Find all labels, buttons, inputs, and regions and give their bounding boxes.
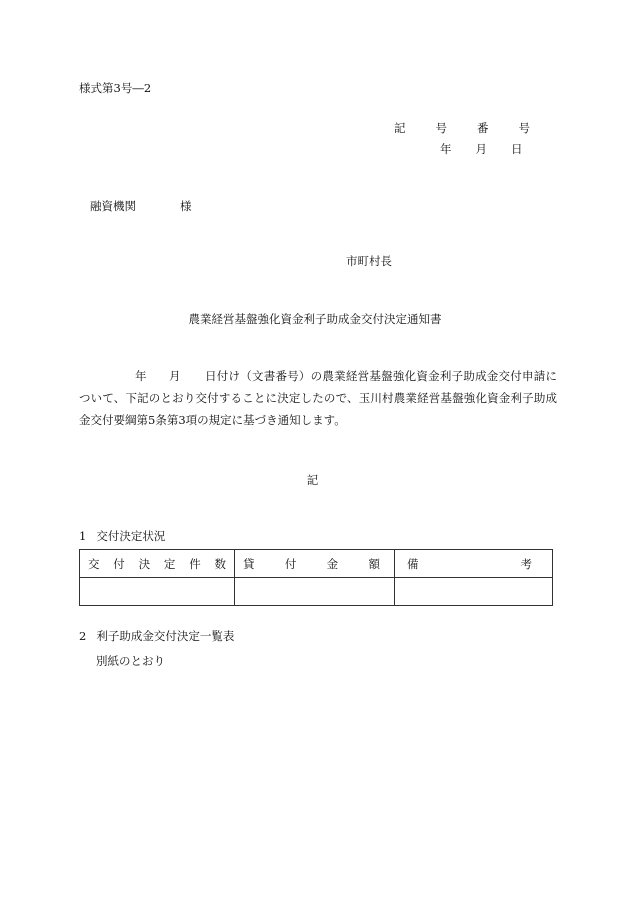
header-amount-char: 額 [368, 556, 380, 571]
header-remarks-char: 備 [407, 556, 419, 571]
date-month: 月 [475, 142, 487, 156]
body-paragraph [79, 365, 557, 431]
body-month: 月 [168, 369, 181, 383]
table-header-row [80, 550, 553, 578]
header-remarks-char: 考 [520, 556, 532, 571]
header-amount-char: 付 [284, 556, 297, 571]
date-line [440, 141, 523, 157]
section-2-number: 2 [79, 629, 87, 643]
header-count-char: 付 [113, 556, 125, 571]
doc-number-ban: 番 [477, 121, 489, 135]
header-count-char: 件 [189, 556, 201, 571]
cell-remarks [395, 578, 553, 606]
section-1-number: 1 [79, 529, 87, 543]
addressee-name: 融資機関 [90, 199, 136, 213]
date-day: 日 [511, 142, 523, 156]
doc-number-go: 号 [435, 121, 447, 135]
document-title: 農業経営基盤強化資金利子助成金交付決定通知書 [188, 312, 442, 326]
header-amount-char: 貸 [243, 556, 255, 571]
header-count [80, 550, 235, 578]
table-row [80, 578, 553, 606]
ki-heading: 記 [306, 473, 319, 487]
section-2-heading [79, 628, 234, 644]
header-remarks [395, 550, 553, 578]
header-count-char: 数 [214, 556, 226, 571]
sender: 市町村長 [346, 254, 392, 268]
cell-count [80, 578, 235, 606]
body-text: 日付け（文書番号）の農業経営基盤強化資金利子助成金交付申請について、下記のとおり交付することに決定したので、玉川村農業経営基盤強化資金利子助成金交付要綱第5条第3項の規定に基づき通知します。 [79, 369, 558, 427]
header-amount [235, 550, 395, 578]
cell-amount [235, 578, 395, 606]
header-count-char: 決 [138, 556, 151, 571]
decision-table [79, 549, 553, 606]
header-count-char: 交 [88, 556, 100, 571]
section-2-label: 利子助成金交付決定一覧表 [96, 629, 235, 643]
document-number-line [394, 120, 530, 136]
section-2-note: 別紙のとおり [96, 654, 165, 668]
addressee [90, 198, 192, 214]
header-count-char: 定 [163, 556, 176, 571]
doc-number-go2: 号 [518, 121, 530, 135]
doc-number-ki: 記 [394, 121, 406, 135]
date-year: 年 [440, 142, 452, 156]
section-1-label: 交付決定状況 [96, 529, 166, 543]
body-year: 年 [135, 369, 147, 383]
section-1-heading [79, 528, 165, 544]
form-number: 様式第3号―2 [79, 81, 152, 95]
header-amount-char: 金 [326, 556, 339, 571]
addressee-honorific: 様 [180, 199, 192, 213]
